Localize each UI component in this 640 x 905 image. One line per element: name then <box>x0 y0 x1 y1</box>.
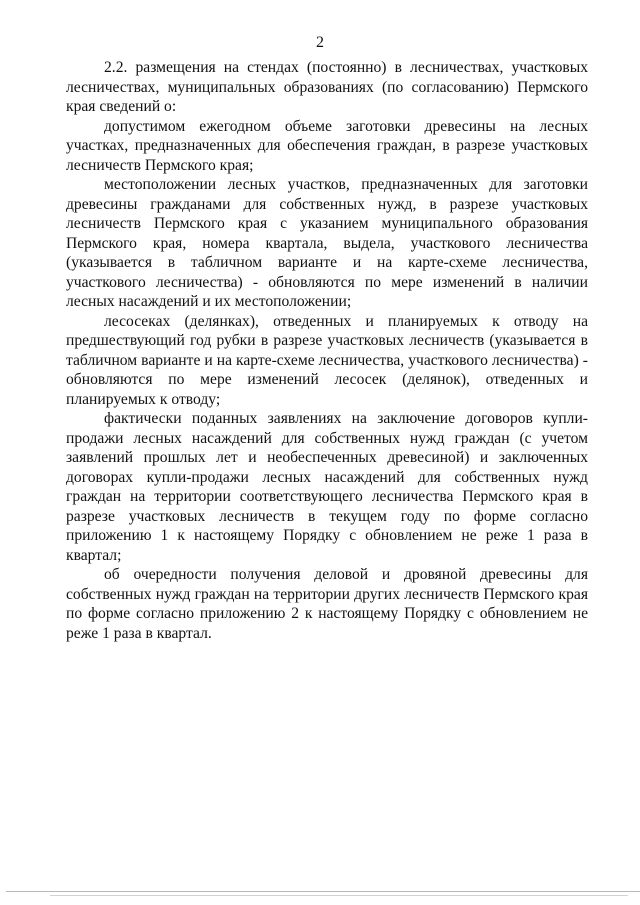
scan-edge-line <box>6 891 640 892</box>
paragraph-cutting-areas: лесосеках (делянках), отведенных и планируемых к отводу на предшествующий год рубки в разрезе участковых лесничеств (указывается в табличном варианте и на карте-схеме лесничества, участкового лесничества) - обновляются по мере изменений лесосек (делянок), отведенных и планируемых к отводу; <box>66 312 588 408</box>
scan-edge-line-faint <box>50 895 628 896</box>
page-number: 2 <box>316 34 324 51</box>
paragraph-annual-volume: допустимом ежегодном объеме заготовки древесины на лесных участках, предназначенных для обеспечения граждан, в разрезе участковых лесничеств Пермского края; <box>66 117 588 174</box>
paragraph-applications: фактически поданных заявлениях на заключение договоров купли-продажи лесных насаждений для собственных нужд граждан (с учетом заявлений прошлых лет и необеспеченных древесиной) и заключенных договорах купли-продажи лесных насаждений для собственных нужд граждан на территории соответствующего лесничества Пермского края в разрезе участковых лесничеств в текущем году по форме согласно приложению 1 к настоящему Порядку с обновлением не реже 1 раза в квартал; <box>66 410 588 564</box>
paragraph-2-2: 2.2. размещения на стендах (постоянно) в лесничествах, участковых лесничествах, муниципальных образованиях (по согласованию) Пермского края сведений о: <box>66 59 588 115</box>
paragraph-queue: об очередности получения деловой и дровяной древесины для собственных нужд граждан на территории других лесничеств Пермского края по форме согласно приложению 2 к настоящему Порядку с обновлением не реже 1 раза в квартал. <box>66 566 588 642</box>
paragraph-location: местоположении лесных участков, предназначенных для заготовки древесины гражданами для собственных нужд, в разрезе участковых лесничеств Пермского края с указанием муниципального образования Пермского края, номера квартала, выдела, участкового лесничества (указывается в табличном варианте и на карте-схеме лесничества, участкового лесничества) - обновляются по мере изменений в наличии лесных насаждений и их местоположении; <box>66 176 588 310</box>
document-body <box>66 58 588 643</box>
